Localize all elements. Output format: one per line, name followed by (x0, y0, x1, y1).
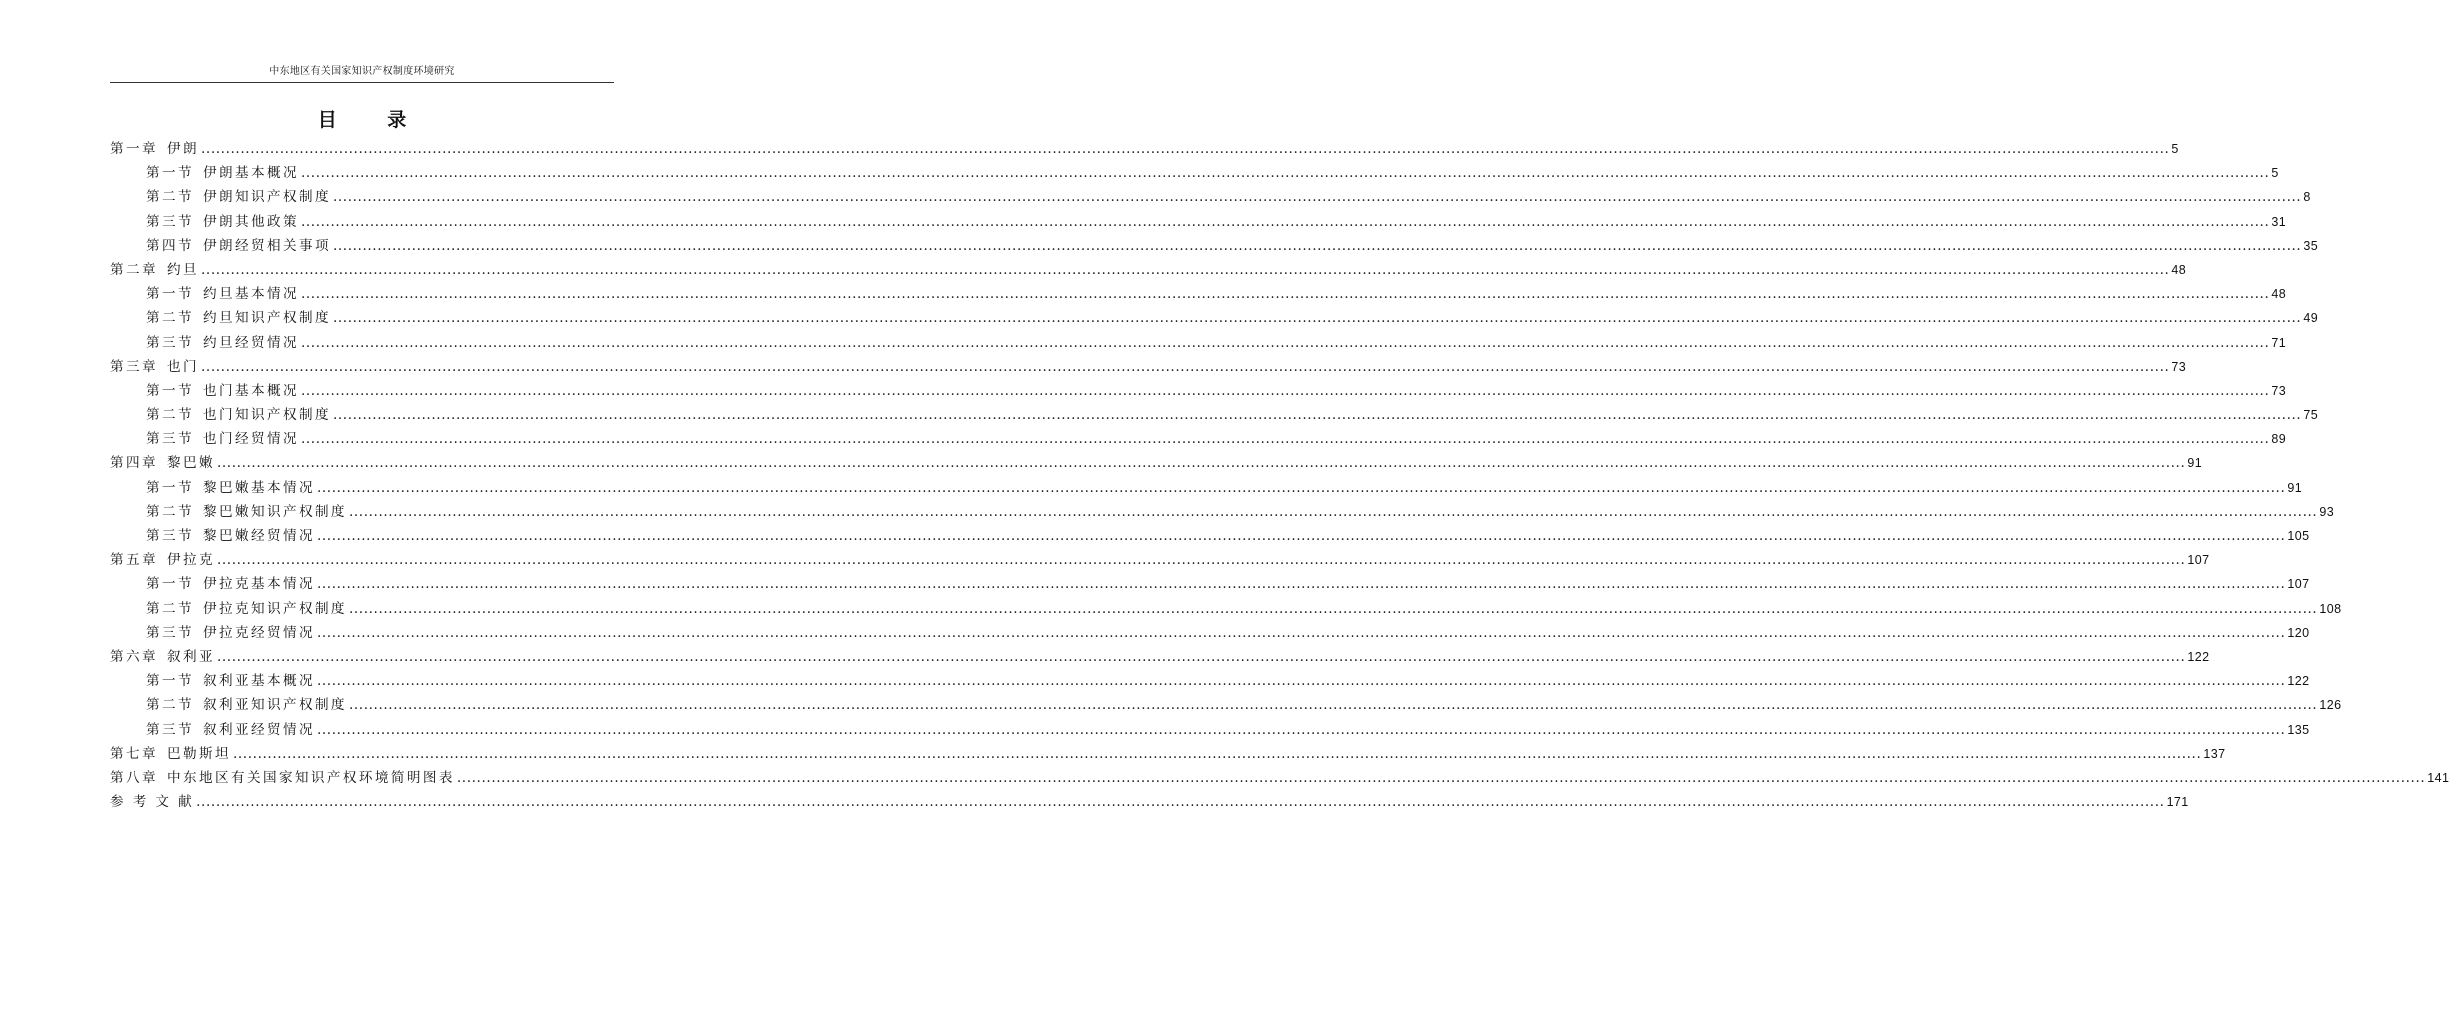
toc-section-entry[interactable] (110, 210, 2287, 234)
toc-section-entry[interactable] (110, 572, 2310, 596)
toc-dot-leader: ................................................................................................................................................................................................................................................................................................................................................................................................................ (300, 165, 2270, 182)
toc-entry-label (146, 669, 315, 693)
toc-entry-label (146, 161, 299, 185)
page-title: 目 录 (317, 109, 429, 131)
toc-entry-label (110, 258, 199, 282)
toc-dot-leader: ................................................................................................................................................................................................................................................................................................................................................................................................................ (332, 407, 2302, 424)
running-header-text: 中东地区有关国家知识产权制度环境研究 (269, 66, 455, 77)
toc-page-number: 126 (2319, 698, 2342, 713)
toc-entry-number: 第二节 (146, 697, 194, 714)
toc-page-number: 91 (2187, 456, 2203, 471)
toc-entry-title: 黎巴嫩经贸情况 (202, 528, 315, 544)
toc-section-entry[interactable] (110, 282, 2287, 306)
toc-chapter-entry[interactable] (110, 742, 2226, 766)
toc-page-number: 75 (2303, 408, 2319, 423)
toc-entry-number: 第三节 (146, 624, 194, 641)
toc-page-number: 73 (2271, 383, 2287, 398)
toc-entry-label (146, 379, 299, 403)
toc-section-entry[interactable] (110, 500, 2335, 524)
toc-entry-title: 也门 (166, 358, 199, 375)
toc-entry-title: 伊拉克知识产权制度 (202, 600, 347, 617)
toc-entry-number: 第一节 (146, 286, 194, 303)
toc-page-number: 171 (2166, 795, 2189, 810)
toc-entry-label (146, 718, 315, 742)
toc-entry-title: 也门基本概况 (202, 382, 299, 399)
toc-dot-leader: ................................................................................................................................................................................................................................................................................................................................................................................................................ (216, 648, 2186, 665)
toc-dot-leader: ................................................................................................................................................................................................................................................................................................................................................................................................................ (348, 600, 2318, 617)
toc-entry-title: 伊拉克经贸情况 (202, 624, 315, 641)
toc-dot-leader: ................................................................................................................................................................................................................................................................................................................................................................................................................ (316, 673, 2286, 690)
toc-dot-leader: ................................................................................................................................................................................................................................................................................................................................................................................................................ (332, 189, 2302, 206)
toc-dot-leader: ................................................................................................................................................................................................................................................................................................................................................................................................................ (300, 382, 2270, 399)
running-header (110, 64, 614, 83)
toc-page-number: 120 (2287, 625, 2310, 640)
toc-page-number: 107 (2187, 553, 2210, 568)
toc-entry-label (146, 185, 331, 209)
toc-chapter-entry[interactable] (110, 355, 2187, 379)
toc-page-number: 108 (2319, 601, 2342, 616)
toc-entry-label (146, 234, 331, 258)
toc-entry-label (146, 403, 331, 427)
toc-dot-leader: ................................................................................................................................................................................................................................................................................................................................................................................................................ (200, 141, 2170, 157)
toc-entry-number: 第三节 (146, 721, 194, 738)
toc-entry-number: 第八章 (110, 769, 158, 786)
toc-entry-label (146, 282, 299, 306)
toc-page-number: 122 (2187, 649, 2210, 664)
toc-dot-leader: ................................................................................................................................................................................................................................................................................................................................................................................................................ (200, 358, 2170, 375)
toc-page-number: 5 (2171, 142, 2179, 156)
toc-entry-number: 第三节 (146, 528, 194, 544)
toc-entry-title: 伊朗经贸相关事项 (202, 237, 331, 254)
toc-entry-title: 黎巴嫩 (166, 455, 215, 472)
toc-dot-leader: ................................................................................................................................................................................................................................................................................................................................................................................................................ (348, 503, 2318, 520)
toc-page-number: 48 (2171, 262, 2187, 277)
toc-section-entry[interactable] (110, 693, 2342, 717)
toc-dot-leader: ................................................................................................................................................................................................................................................................................................................................................................................................................ (348, 697, 2318, 714)
toc-section-entry[interactable] (110, 476, 2303, 500)
toc-entry-number: 第七章 (110, 745, 158, 762)
toc-section-entry[interactable] (110, 427, 2287, 451)
toc-entry-number: 第三章 (110, 358, 158, 375)
toc-entry-label (146, 427, 299, 451)
toc-entry-number: 第一章 (110, 141, 158, 157)
toc-chapter-entry[interactable] (110, 137, 2179, 161)
toc-dot-leader: ................................................................................................................................................................................................................................................................................................................................................................................................................ (332, 237, 2302, 254)
toc-entry-title: 中东地区有关国家知识产权环境简明图表 (166, 769, 455, 786)
toc-entry-label (110, 355, 199, 379)
toc-entry-title: 黎巴嫩知识产权制度 (202, 503, 347, 520)
toc-entry-title: 黎巴嫩基本情况 (202, 479, 315, 496)
toc-dot-leader: ................................................................................................................................................................................................................................................................................................................................................................................................................ (300, 334, 2270, 351)
toc-dot-leader: ................................................................................................................................................................................................................................................................................................................................................................................................................ (232, 745, 2202, 762)
toc-page-number: 91 (2287, 480, 2303, 495)
toc-section-entry[interactable] (110, 306, 2319, 330)
toc-page-number: 73 (2171, 359, 2187, 374)
toc-entry-title: 伊朗基本概况 (202, 165, 299, 182)
toc-entry-label (146, 693, 347, 717)
toc-entry-number: 第四章 (110, 455, 158, 472)
toc-entry-number: 第一节 (146, 165, 194, 182)
toc-entry-number: 第三节 (146, 431, 194, 448)
toc-dot-leader: ................................................................................................................................................................................................................................................................................................................................................................................................................ (196, 794, 2165, 811)
toc-page-number: 141 (2427, 770, 2449, 785)
toc-entry-number: 第四节 (146, 237, 194, 254)
toc-section-entry[interactable] (110, 234, 2319, 258)
toc-section-entry[interactable] (110, 669, 2310, 693)
toc-entry-title: 叙利亚 (166, 648, 215, 665)
toc-section-entry[interactable] (110, 331, 2287, 355)
toc-chapter-entry[interactable] (110, 451, 2203, 475)
toc-entry-label (110, 451, 215, 475)
toc-entry-title: 也门经贸情况 (202, 431, 299, 448)
toc-dot-leader: ................................................................................................................................................................................................................................................................................................................................................................................................................ (332, 310, 2302, 327)
toc-chapter-entry[interactable] (110, 790, 2189, 814)
toc-section-entry[interactable] (110, 718, 2310, 742)
toc-page-number: 8 (2303, 190, 2311, 205)
toc-page-number: 93 (2319, 504, 2335, 519)
table-of-contents (110, 137, 2449, 814)
toc-entry-title: 伊朗其他政策 (202, 213, 299, 230)
toc-entry-title: 伊朗知识产权制度 (202, 189, 331, 206)
toc-entry-number: 第三节 (146, 334, 194, 351)
toc-entry-title: 也门知识产权制度 (202, 407, 331, 424)
toc-entry-title: 叙利亚经贸情况 (202, 721, 315, 738)
toc-entry-title: 叙利亚知识产权制度 (202, 697, 347, 714)
toc-entry-label (146, 500, 347, 524)
toc-entry-label (146, 210, 299, 234)
toc-dot-leader: ................................................................................................................................................................................................................................................................................................................................................................................................................ (316, 721, 2286, 738)
toc-entry-number: 第六章 (110, 648, 158, 665)
toc-dot-leader: ................................................................................................................................................................................................................................................................................................................................................................................................................ (316, 479, 2286, 496)
toc-section-entry[interactable] (110, 161, 2279, 185)
toc-entry-number: 第二节 (146, 503, 194, 520)
toc-page-number: 107 (2287, 577, 2310, 592)
toc-dot-leader: ................................................................................................................................................................................................................................................................................................................................................................................................................ (300, 286, 2270, 303)
toc-entry-number: 第二节 (146, 310, 194, 327)
toc-chapter-entry[interactable] (110, 258, 2187, 282)
toc-section-entry[interactable] (110, 403, 2319, 427)
toc-entry-label (146, 597, 347, 621)
toc-entry-number: 第二节 (146, 600, 194, 617)
toc-dot-leader: ................................................................................................................................................................................................................................................................................................................................................................................................................ (316, 624, 2286, 641)
toc-entry-label (146, 524, 315, 548)
toc-page-number: 5 (2271, 166, 2279, 181)
toc-entry-label (146, 572, 315, 596)
toc-page-number: 48 (2271, 287, 2287, 302)
toc-section-entry[interactable] (110, 597, 2342, 621)
toc-section-entry[interactable] (110, 185, 2311, 209)
toc-page-number: 89 (2271, 432, 2287, 447)
toc-entry-label (146, 621, 315, 645)
toc-entry-label (110, 790, 194, 814)
toc-entry-title: 伊拉克基本情况 (202, 576, 315, 593)
toc-entry-number: 第五章 (110, 552, 158, 569)
toc-dot-leader: ................................................................................................................................................................................................................................................................................................................................................................................................................ (216, 552, 2186, 569)
toc-chapter-entry[interactable] (110, 645, 2210, 669)
toc-chapter-entry[interactable] (110, 548, 2210, 572)
toc-entry-label (110, 742, 231, 766)
toc-entry-number: 第一节 (146, 382, 194, 399)
toc-entry-label (110, 548, 215, 572)
toc-section-entry[interactable] (110, 621, 2310, 645)
toc-dot-leader: ................................................................................................................................................................................................................................................................................................................................................................................................................ (456, 769, 2426, 786)
toc-entry-title: 约旦 (166, 261, 199, 278)
toc-section-entry[interactable] (110, 379, 2287, 403)
toc-entry-number: 第一节 (146, 673, 194, 690)
toc-dot-leader: ................................................................................................................................................................................................................................................................................................................................................................................................................ (300, 431, 2270, 448)
toc-entry-title: 伊朗 (166, 141, 199, 157)
toc-entry-label (110, 645, 215, 669)
toc-page-number: 122 (2287, 674, 2310, 689)
toc-section-entry[interactable] (110, 524, 2310, 548)
toc-entry-title: 叙利亚基本概况 (202, 673, 315, 690)
toc-page-number: 135 (2287, 722, 2310, 737)
toc-entry-number: 第一节 (146, 479, 194, 496)
toc-page-number: 31 (2271, 214, 2287, 229)
toc-entry-label (146, 476, 315, 500)
toc-chapter-entry[interactable] (110, 766, 2449, 790)
toc-entry-number: 第三节 (146, 213, 194, 230)
toc-entry-number: 第一节 (146, 576, 194, 593)
toc-page-number: 105 (2287, 529, 2310, 543)
toc-page-number: 137 (2203, 746, 2226, 761)
toc-page-number: 35 (2303, 238, 2319, 253)
toc-dot-leader: ................................................................................................................................................................................................................................................................................................................................................................................................................ (316, 528, 2286, 544)
toc-dot-leader: ................................................................................................................................................................................................................................................................................................................................................................................................................ (300, 213, 2270, 230)
toc-dot-leader: ................................................................................................................................................................................................................................................................................................................................................................................................................ (216, 455, 2186, 472)
toc-entry-title: 巴勒斯坦 (166, 745, 231, 762)
toc-dot-leader: ................................................................................................................................................................................................................................................................................................................................................................................................................ (316, 576, 2286, 593)
toc-entry-number: 第二节 (146, 189, 194, 206)
toc-page-number: 49 (2303, 311, 2319, 326)
toc-entry-label (146, 331, 299, 355)
toc-entry-number: 第二节 (146, 407, 194, 424)
toc-entry-title: 约旦基本情况 (202, 286, 299, 303)
toc-entry-label (110, 137, 199, 161)
toc-entry-title: 约旦经贸情况 (202, 334, 299, 351)
toc-entry-title: 参 考 文 献 (110, 794, 195, 811)
toc-entry-title: 约旦知识产权制度 (202, 310, 331, 327)
toc-entry-title: 伊拉克 (166, 552, 215, 569)
toc-dot-leader: ................................................................................................................................................................................................................................................................................................................................................................................................................ (200, 261, 2170, 278)
toc-entry-number: 第二章 (110, 261, 158, 278)
toc-page-number: 71 (2271, 335, 2287, 350)
toc-entry-label (110, 766, 455, 790)
toc-entry-label (146, 306, 331, 330)
